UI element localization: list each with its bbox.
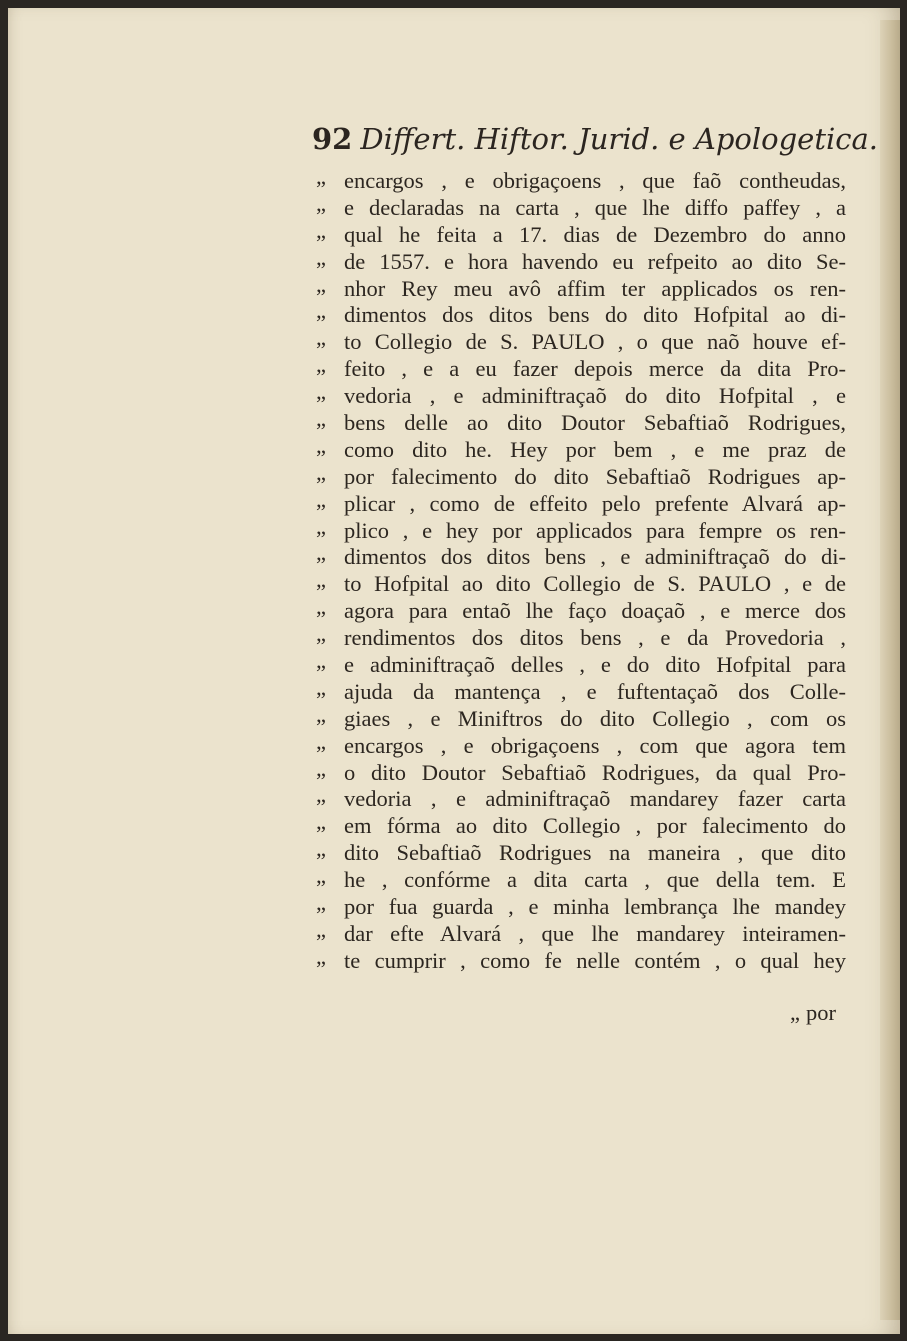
text-line: „ ajuda da mantença , e fuftentaçaõ dos Colle- — [316, 679, 846, 706]
text-line: „ giaes , e Miniftros do dito Collegio , com os — [316, 706, 846, 733]
catchword-text: por — [806, 1000, 836, 1025]
text-line: „ feito , e a eu fazer depois merce da dita Pro- — [316, 356, 846, 383]
text-line: „ vedoria , e adminiftraçaõ do dito Hofpital , e — [316, 383, 846, 410]
text-line: „ por falecimento do dito Sebaftiaõ Rodrigues ap- — [316, 464, 846, 491]
text-line: „ por fua guarda , e minha lembrança lhe mandey — [316, 894, 846, 921]
text-line: „ em fórma ao dito Collegio , por falecimento do — [316, 813, 846, 840]
text-line: „ te cumprir , como fe nelle contém , o qual hey — [316, 948, 846, 975]
page-fore-edge — [880, 20, 900, 1320]
running-header — [312, 122, 878, 156]
body-text — [316, 168, 846, 975]
catchword-quote: „ — [790, 1000, 800, 1025]
text-line: „ o dito Doutor Sebaftiaõ Rodrigues, da qual Pro- — [316, 760, 846, 787]
text-line: „ to Collegio de S. PAULO , o que naõ houve ef- — [316, 329, 846, 356]
text-line: „ plicar , como de effeito pelo prefente Alvará ap- — [316, 491, 846, 518]
text-line: „ dimentos dos ditos bens do dito Hofpital ao di- — [316, 302, 846, 329]
text-line: „ he , confórme a dita carta , que della tem. E — [316, 867, 846, 894]
text-line: „ vedoria , e adminiftraçaõ mandarey fazer carta — [316, 786, 846, 813]
text-line: „ qual he feita a 17. dias de Dezembro do anno — [316, 222, 846, 249]
text-line: „ encargos , e obrigaçoens , que faõ contheudas, — [316, 168, 846, 195]
text-line: „ plico , e hey por applicados para fempre os ren- — [316, 518, 846, 545]
text-line: „ agora para entaõ lhe faço doaçaõ , e merce dos — [316, 598, 846, 625]
catchword — [790, 1000, 836, 1026]
text-line: „ e declaradas na carta , que lhe diffo paffey , a — [316, 195, 846, 222]
text-line: „ e adminiftraçaõ delles , e do dito Hofpital para — [316, 652, 846, 679]
text-line: „ dito Sebaftiaõ Rodrigues na maneira , que dito — [316, 840, 846, 867]
text-line: „ nhor Rey meu avô affim ter applicados os ren- — [316, 276, 846, 303]
running-title: Differt. Hiftor. Jurid. e Apologetica. — [360, 122, 878, 156]
text-line: „ bens delle ao dito Doutor Sebaftiaõ Rodrigues, — [316, 410, 846, 437]
text-line: „ encargos , e obrigaçoens , com que agora tem — [316, 733, 846, 760]
text-line: „ como dito he. Hey por bem , e me praz de — [316, 437, 846, 464]
text-line: „ de 1557. e hora havendo eu refpeito ao dito Se- — [316, 249, 846, 276]
page-number: 92 — [312, 122, 353, 156]
text-line: „ dimentos dos ditos bens , e adminiftraçaõ do di- — [316, 544, 846, 571]
text-line: „ rendimentos dos ditos bens , e da Provedoria , — [316, 625, 846, 652]
text-line: „ dar efte Alvará , que lhe mandarey inteiramen- — [316, 921, 846, 948]
text-line: „ to Hofpital ao dito Collegio de S. PAULO , e de — [316, 571, 846, 598]
